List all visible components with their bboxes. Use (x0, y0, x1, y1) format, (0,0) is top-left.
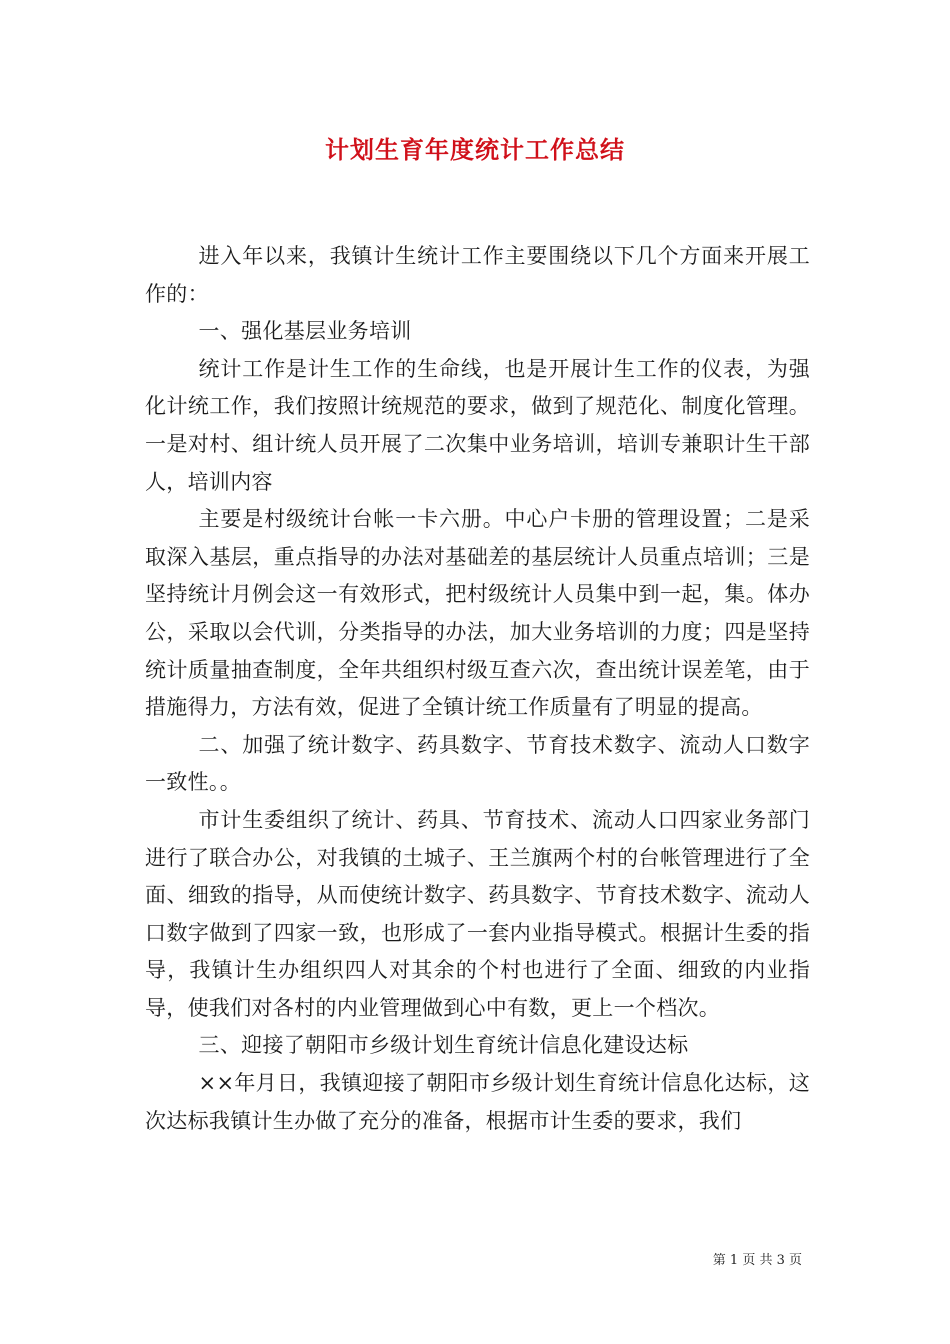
document-body (145, 238, 810, 1140)
section-heading-1: 一、强化基层业务培训 (198, 319, 412, 344)
page-number: 第 1 页 共 3 页 (712, 1253, 802, 1268)
section-heading-2: 二、加强了统计数字、药具数字、节育技术数字、流动人口数字一致性。。 (145, 732, 810, 795)
document-title: 计划生育年度统计工作总结 (325, 135, 625, 164)
paragraph: 主要是村级统计台帐一卡六册。中心户卡册的管理设置；二是采取深入基层，重点指导的办法对基础差的基层统计人员重点培训；三是坚持统计月例会这一有效形式，把村级统计人员集中到一起，集。体办公，采取以会代训，分类指导的办法，加大业务培训的力度；四是坚持统计质量抽查制度，全年共组织村级互查六次，查出统计误差笔，由于措施得力，方法有效，促进了全镇计统工作质量有了明显的提高。 (145, 507, 810, 720)
paragraph-intro: 进入年以来，我镇计生统计工作主要围绕以下几个方面来开展工作的： (145, 244, 810, 306)
paragraph: 统计工作是计生工作的生命线，也是开展计生工作的仪表，为强化计统工作，我们按照计统规范的要求，做到了规范化、制度化管理。一是对村、组计统人员开展了二次集中业务培训，培训专兼职计生干部人，培训内容 (145, 356, 810, 494)
paragraph: 市计生委组织了统计、药具、节育技术、流动人口四家业务部门进行了联合办公，对我镇的土城子、王兰旗两个村的台帐管理进行了全面、细致的指导，从而使统计数字、药具数字、节育技术数字、流动人口数字做到了四家一致，也形成了一套内业指导模式。根据计生委的指导，我镇计生办组织四人对其余的个村也进行了全面、细致的内业指导，使我们对各村的内业管理做到心中有数，更上一个档次。 (145, 807, 810, 1020)
paragraph: ××年月日，我镇迎接了朝阳市乡级计划生育统计信息化达标，这次达标我镇计生办做了充分的准备，根据市计生委的要求，我们 (145, 1071, 810, 1133)
section-heading-3: 三、迎接了朝阳市乡级计划生育统计信息化建设达标 (198, 1033, 689, 1058)
